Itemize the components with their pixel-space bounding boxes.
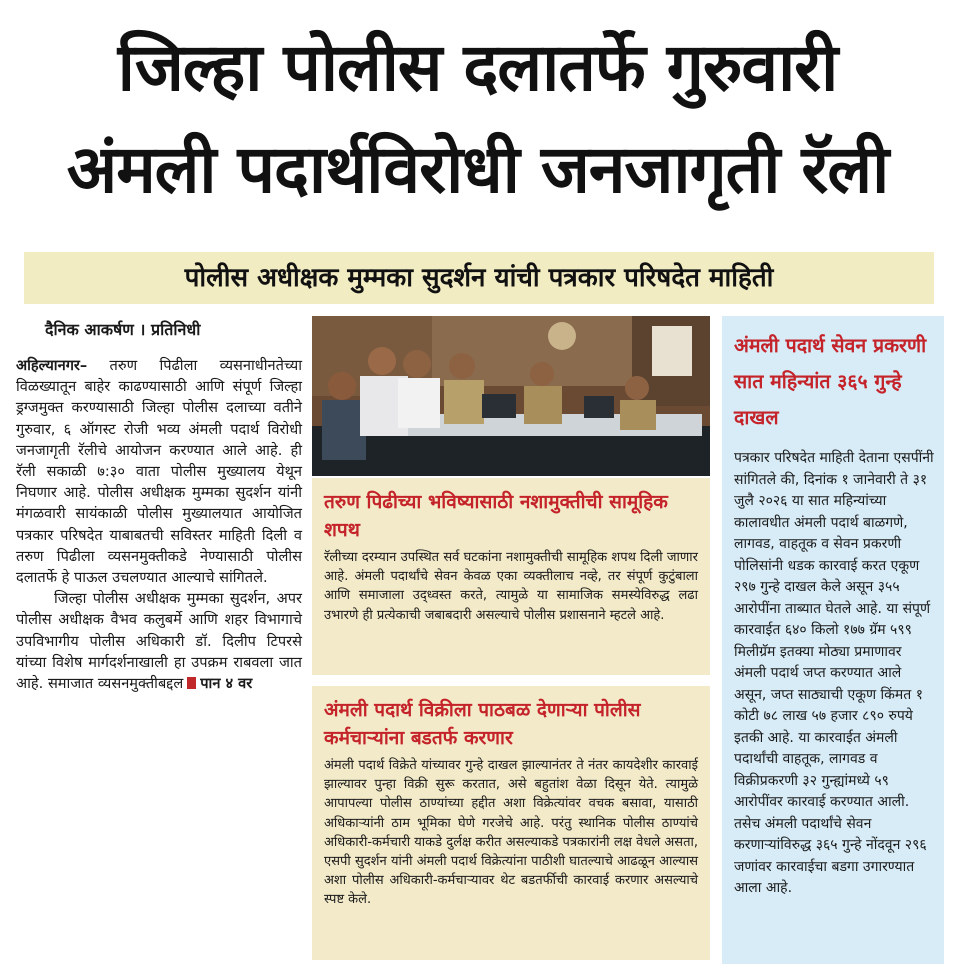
sidebar-statistics	[722, 316, 944, 964]
subheadline: पोलीस अधीक्षक मुम्मका सुदर्शन यांची पत्रकार परिषदेत माहिती	[184, 263, 774, 293]
pledge-title: तरुण पिढीच्या भविष्यासाठी नशामुक्तीची सामूहिक शपथ	[324, 491, 668, 541]
headline-line-2: अंमली पदार्थविरोधी जनजागृती रॅली	[66, 131, 889, 208]
main-article	[16, 355, 302, 694]
subheadline-bar	[24, 252, 934, 304]
article-paragraph-1: अहिल्यानगर– तरुण पिढीला व्यसनाधीनतेच्या विळख्यातून बाहेर काढण्यासाठी आणि संपूर्ण जिल्हा ड्रग्जमुक्त करण्यासाठी जिल्हा पोलीस दलाच्या वतीने गुरुवार, ६ ऑगस्ट रोजी भव्य अंमली पदार्थ विरोधी जनजागृती रॅलीचे आयोजन करण्यात आले आहे. ही रॅली सकाळी ७:३० वाता पोलीस मुख्यालय येथून निघणार आहे. पोलीस अधीक्षक मुम्मका सुदर्शन यांनी मंगळवारी सायंकाळी पोलीस मुख्यालयात आयोजित पत्रकार परिषदेत याबाबतची सविस्तर माहिती दिली व तरुण पिढीला व्यसनमुक्तीकडे नेण्यासाठी पोलीस दलातर्फे हे पाऊल उचलण्यात आल्याचे सांगितले.	[16, 357, 302, 587]
boxed-story-pledge	[312, 478, 710, 675]
sidebar-title: अंमली पदार्थ सेवन प्रकरणी सात महिन्यांत ३६५ गुन्हे दाखल	[734, 334, 927, 429]
dismissal-title: अंमली पदार्थ विक्रीला पाठबळ देणाऱ्या पोलीस कर्मचाऱ्यांना बडतर्फ करणार	[324, 699, 641, 749]
continued-square-icon	[187, 677, 196, 689]
press-conference-photo	[312, 316, 710, 476]
pledge-body: रॅलीच्या दरम्यान उपस्थित सर्व घटकांना नशामुक्तीची सामूहिक शपथ दिली जाणार आहे. अंमली पदार्थांचे सेवन केवळ एका व्यक्तीलाच नव्हे, तर संपूर्ण कुटुंबाला आणि समाजाला उद्ध्वस्त करते, त्यामुळे या सामाजिक समस्येविरुद्ध लढा उभारणे ही प्रत्येकाची जबाबदारी असल्याचे पोलीस प्रशासनाने म्हटले आहे.	[324, 550, 698, 623]
dateline: अहिल्यानगर–	[16, 357, 88, 374]
continued-on-page: पान ४ वर	[200, 675, 253, 693]
headline-line-1: जिल्हा पोलीस दलातर्फे गुरुवारी	[117, 29, 838, 106]
dismissal-body: अंमली पदार्थ विक्रेते यांच्यावर गुन्हे दाखल झाल्यानंतर ते नंतर कायदेशीर कारवाई झाल्यावर पुन्हा विक्री सुरू करतात, असे बहुतांश वेळा दिसून येते. त्यामुळे आपापल्या पोलीस ठाण्यांच्या हद्दीत अशा विक्रेत्यांवर वचक बसावा, यासाठी अधिकाऱ्यांनी ठाम भूमिका घेणे गरजेचे आहे. परंतु स्थानिक पोलीस ठाण्यांचे अधिकारी-कर्मचारी याकडे दुर्लक्ष करीत असल्याकडे पत्रकारांनी लक्ष वेधले असता, एसपी सुदर्शन यांनी अंमली पदार्थ विक्रेत्यांना पाठीशी घातल्याचे आढळून आल्यास अशा पोलीस अधिकारी-कर्मचाऱ्यावर थेट बडतर्फीची कारवाई करणार असल्याचे स्पष्ट केले.	[324, 758, 698, 908]
article-paragraph-2: जिल्हा पोलीस अधीक्षक मुम्मका सुदर्शन, अपर पोलीस अधीक्षक वैभव कलुबर्मे आणि शहर विभागाचे उपविभागीय पोलीस अधिकारी डॉ. दिलीप टिपरसे यांच्या विशेष मार्गदर्शनाखाली हा उपक्रम राबवला जात आहे. समाजात व्यसनमुक्तीबद्दल पान ४ वर	[16, 590, 302, 693]
sidebar-body: पत्रकार परिषदेत माहिती देताना एसपींनी सांगितले की, दिनांक १ जानेवारी ते ३१ जुलै २०२६ या सात महिन्यांच्या कालावधीत अंमली पदार्थ बाळगणे, लागवड, वाहतूक व सेवन प्रकरणी पोलिसांनी धडक कारवाई करत एकूण २९७ गुन्हे दाखल केले असून ३५५ आरोपींना ताब्यात घेतले आहे. या संपूर्ण कारवाईत ६४० किलो १७७ ग्रॅम ५९९ मिलीग्रॅम इतक्या मोठ्या प्रमाणावर अंमली पदार्थ जप्त करण्यात आले असून, जप्त साठ्याची एकूण किंमत १ कोटी ७८ लाख ५७ हजार ८९० रुपये इतकी आहे. या कारवाईत अंमली पदार्थांची वाहतूक, लागवड व विक्रीप्रकरणी ३२ गुन्ह्यांमध्ये ५९ आरोपींवर कारवाई करण्यात आली. तसेच अंमली पदार्थांचे सेवन करणाऱ्यांविरुद्ध ३६५ गुन्हे नोंदवून २९६ जणांवर कारवाईचा बडगा उगारण्यात आला आहे.	[734, 450, 934, 896]
press-conference-illustration	[312, 316, 710, 476]
byline: दैनिक आकर्षण । प्रतिनिधी	[45, 320, 201, 339]
boxed-story-dismissal	[312, 686, 710, 960]
